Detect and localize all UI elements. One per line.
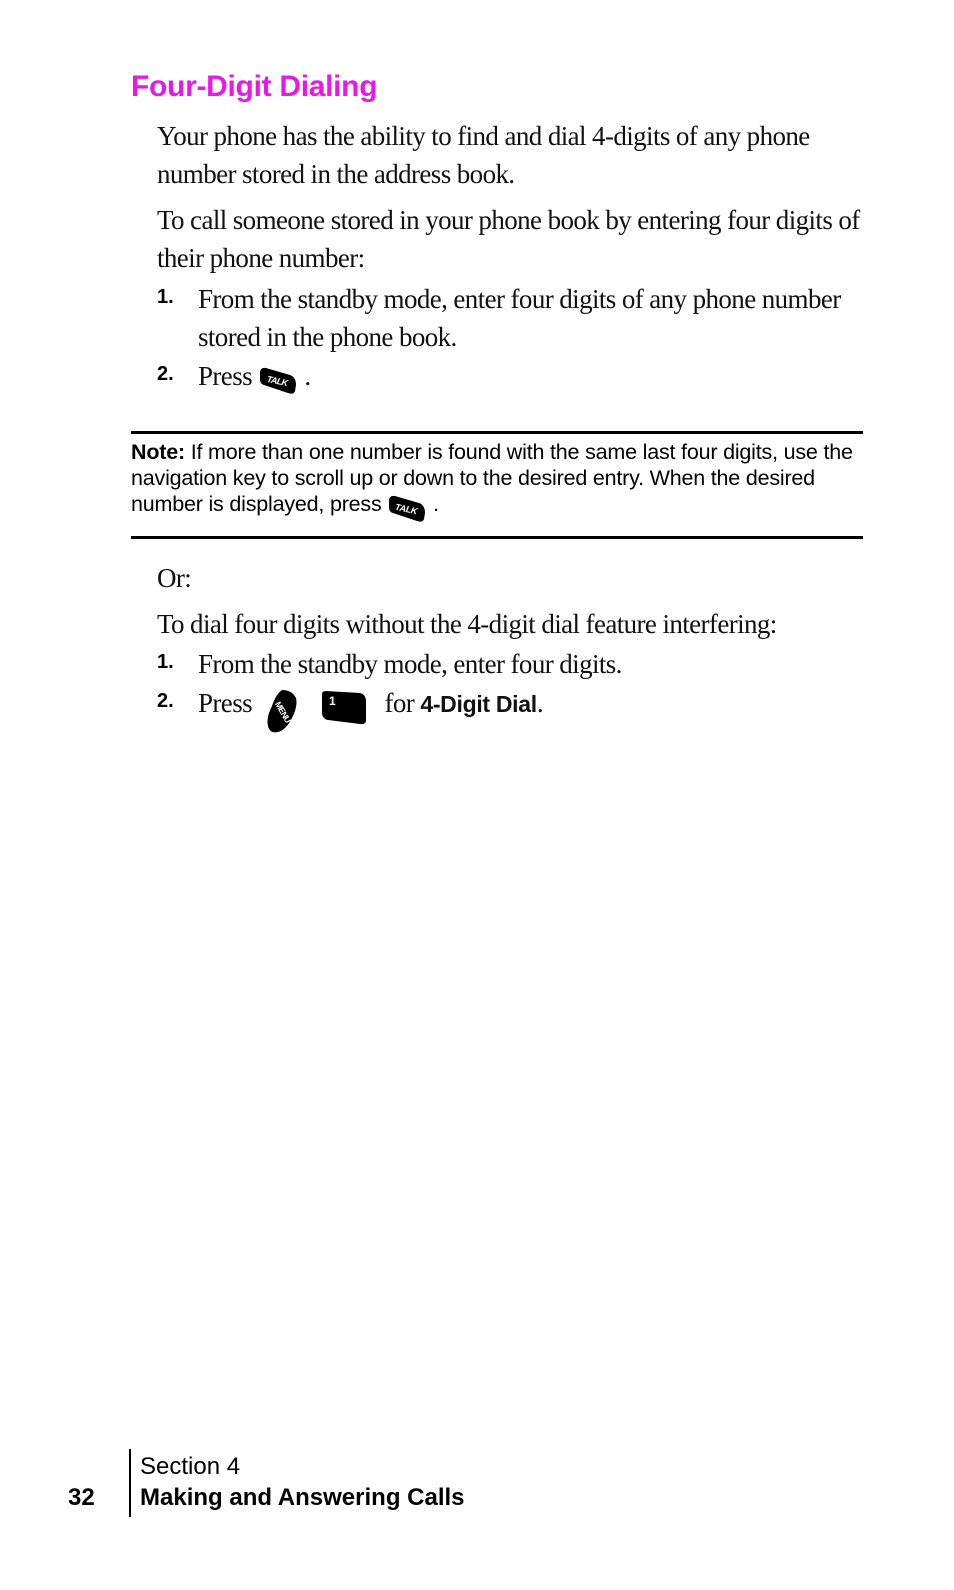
note-box [131, 439, 863, 521]
step-text: From the standby mode, enter four digits. [198, 649, 622, 679]
talk-key-icon [258, 365, 298, 393]
note-bottom-rule [131, 536, 863, 539]
step-number: 2. [157, 363, 174, 385]
note-top-rule [131, 431, 863, 434]
talk-key-icon [387, 493, 427, 521]
step-text: From the standby mode, enter four digits of any phone number stored in the phone book. [198, 284, 841, 352]
footer-section: Section 4 [140, 1453, 241, 1480]
step-text [198, 357, 858, 395]
step-number: 1. [157, 286, 174, 308]
talk-key-label: TALK [266, 373, 289, 389]
step-number: 1. [157, 651, 174, 673]
intro-paragraph-1: Your phone has the ability to find and dial 4-digits of any phone number stored in the address book. [157, 121, 810, 189]
step-text [198, 684, 858, 734]
step-end: . [304, 361, 311, 391]
footer-chapter-title: Making and Answering Calls [140, 1484, 465, 1511]
or-text: Or: [157, 563, 192, 593]
note-text: If more than one number is found with the same last four digits, use the navigation key to scroll up or down to the desired entry. When the desired number is displayed, press [131, 440, 853, 516]
menu-option-4-digit-dial: 4-Digit Dial [420, 691, 537, 717]
one-key-icon [320, 690, 368, 726]
note-label: Note: [131, 440, 185, 464]
page-number: 32 [68, 1484, 95, 1511]
press-label: Press [198, 361, 253, 391]
step-end: . [536, 688, 544, 718]
intro-paragraph-2: To call someone stored in your phone book by entering four digits of their phone number: [157, 205, 860, 273]
step-number: 2. [157, 690, 174, 712]
talk-key-label: TALK [394, 501, 419, 517]
footer-divider [129, 1449, 131, 1517]
press-label: Press [198, 688, 253, 718]
section-heading: Four-Digit Dialing [131, 70, 378, 103]
paragraph-3: To dial four digits without the 4-digit dial feature interfering: [157, 609, 777, 639]
note-end: . [433, 492, 439, 516]
menu-key-label: MENU [273, 699, 294, 725]
menu-key-icon [262, 688, 302, 734]
one-key-label: 1 [329, 694, 336, 708]
for-label: for [384, 688, 415, 718]
